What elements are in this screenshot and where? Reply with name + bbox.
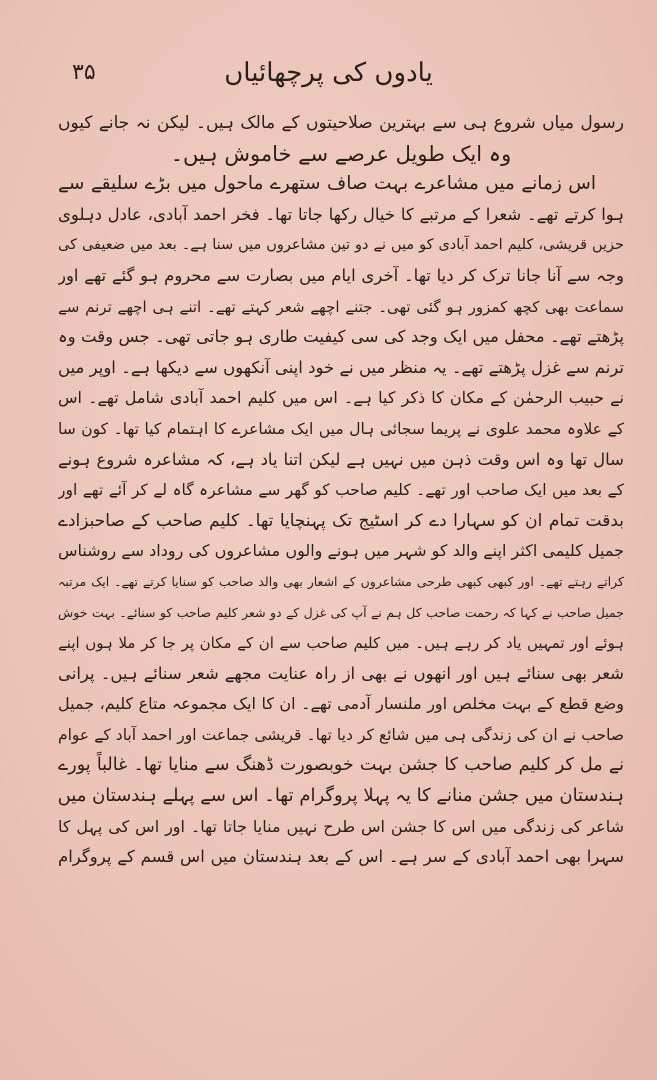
paragraph <box>58 108 624 169</box>
text-line: سہرا بھی احمد آبادی کے سر ہے۔ اس کے بعد ہندستان میں اس قسم کے پروگرام <box>58 847 624 867</box>
text-line: سماعت بھی کچھ کمزور ہو گئی تھی۔ جتنے اچھے شعر کہتے تھے۔ اتنے ہی اچھے ترنم سے <box>58 297 624 316</box>
text-line: سال تھا وہ اس وقت ذہن میں نہیں ہے لیکن اتنا یاد ہے، کہ مشاعرہ شروع ہونے <box>58 449 624 469</box>
text-line: حزیں قریشی، کلیم احمد آبادی کو میں نے دو تین مشاعروں میں سنا ہے۔ بعد میں ضعیفی کی <box>58 237 624 254</box>
text-line: نے حبیب الرحمٰن کے مکان کا ذکر کیا ہے۔ اس میں کلیم احمد آبادی شامل تھے۔ اس <box>58 388 624 408</box>
text-line: شاعر کی زندگی میں اس کا جشن اس طرح نہیں منایا جاتا تھا۔ اور اس کی پہل کا <box>58 816 624 836</box>
paragraph <box>58 169 624 873</box>
text-line: ترنم سے غزل پڑھتے تھے۔ یہ منظر میں نے خود اپنی آنکھوں سے دیکھا ہے۔ اوپر میں <box>58 357 624 377</box>
text-line: شعر بھی سنائے ہیں اور انھوں نے بھی از راہ عنایت مجھے شعر سنائے ہیں۔ پرانی <box>58 663 624 683</box>
text-line: کے بعد میں ایک صاحب اور تھے۔ کلیم صاحب کو گھر سے مشاعرہ گاہ لے کر آئے تھے اور <box>58 481 624 500</box>
text-line: ہندستان میں جشن منانے کا یہ پہلا پروگرام تھا۔ اس سے پہلے ہندستان میں <box>58 785 624 807</box>
text-line: کے علاوہ محمد علوی نے پریما سجائی ہال میں ایک مشاعرے کا اہتمام کیا تھا۔ کون سا <box>58 419 624 438</box>
text-line: نے مل کر کلیم صاحب کا جشن بہت خوبصورت ڈھنگ سے منایا تھا۔ غالباً پورے <box>58 755 624 776</box>
text-line: وہ ایک طویل عرصے سے خاموش ہیں۔ <box>170 141 512 166</box>
text-line: جمیل کلیمی اکثر اپنے والد کو شہر میں ہونے والوں مشاعروں کی روداد سے روشناس <box>58 541 624 561</box>
text-line: پڑھتے تھے۔ محفل میں ایک وجد کی سی کیفیت طاری ہو جاتی تھی۔ جس وقت وہ <box>58 327 624 347</box>
text-line: صاحب نے ان کی زندگی ہی میں شائع کر دیا تھا۔ قریشی جماعت اور احمد آباد کے عوام <box>58 725 624 744</box>
text-line: وجہ سے آنا جانا ترک کر دیا تھا۔ آخری ایام میں بصارت سے محروم ہو گئے تھے اور <box>58 265 624 285</box>
text-line: ہوا کرتے تھے۔ شعرا کے مرتبے کا خیال رکھا جاتا تھا۔ فخر احمد آبادی، عادل دہلوی <box>58 204 624 224</box>
text-line: رسول میاں شروع ہی سے بہترین صلاحیتوں کے مالک ہیں۔ لیکن نہ جانے کیوں <box>58 113 624 133</box>
text-line: جمیل صاحب نے کہا کہ رحمت صاحب کل ہم نے آپ کی غزل کے دو شعر کلیم صاحب کو سنائے۔ بہت خوش <box>58 604 624 620</box>
page-number: ۳۵ <box>72 60 96 85</box>
text-line: ہوئے اور تمہیں یاد کر رہے ہیں۔ میں کلیم صاحب سے ان کے مکان پر جا کر ملا ہوں اپنے <box>58 634 624 653</box>
body-text <box>58 108 624 873</box>
text-line: وضع قطع کے بہت مخلص اور ملنسار آدمی تھے۔ ان کا ایک مجموعہ متاع کلیم، جمیل <box>58 694 624 714</box>
running-head: یادوں کی پرچھائیاں <box>224 58 433 88</box>
text-line: اس زمانے میں مشاعرے بہت صاف ستھرے ماحول میں بڑے سلیقے سے <box>58 173 596 195</box>
text-line: بدقت تمام ان کو سہارا دے کر اسٹیج تک پہنچایا تھا۔ کلیم صاحب کے صاحبزادے <box>58 510 624 531</box>
text-line: کراتے رہتے تھے۔ اور کبھی کبھی طرحی مشاعروں کے اشعار بھی والد صاحب کو سنایا کرتے تھے۔ ایک مرتبہ <box>58 573 624 589</box>
